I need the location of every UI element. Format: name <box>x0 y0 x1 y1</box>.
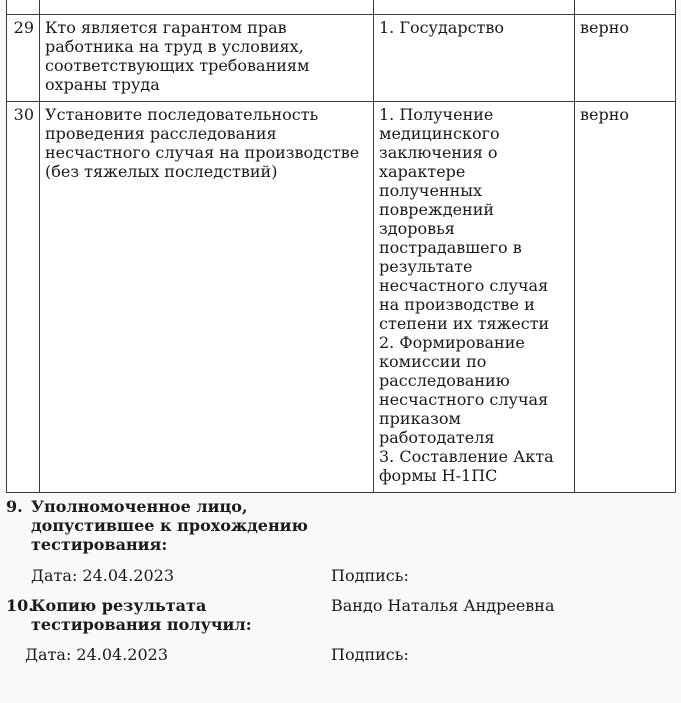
answer-text: 1. Получение медицинского заключения о характере полученных повреждений здоровья пострадавшего в результате несчастного случая на производстве и степени их тяжести 2. Формирование комиссии по расследованию несчастного случая приказом работодателя 3. Составление Акта формы Н-1ПС <box>374 102 575 493</box>
answer-text: 1. Государство <box>374 15 575 102</box>
table-row <box>7 102 676 493</box>
question-text: Установите последовательность проведения расследования несчастного случая на производстве (без тяжелых последствий) <box>40 102 374 493</box>
table-row <box>7 15 676 102</box>
recipient-name: Вандо Наталья Андреевна <box>331 596 555 615</box>
section-number: 10. <box>6 596 34 615</box>
section9-signature-label: Подпись: <box>331 566 409 585</box>
section-title: Копию результата тестирования получил: <box>31 596 252 634</box>
result-text: верно <box>575 102 676 493</box>
section10-date: Дата: 24.04.2023 <box>25 645 169 664</box>
question-number: 30 <box>7 102 40 493</box>
results-table <box>6 0 676 493</box>
table-row-previous-tail <box>7 0 676 15</box>
section-title: Уполномоченное лицо, допустившее к прохождению тестирования: <box>31 497 308 554</box>
section9-date: Дата: 24.04.2023 <box>31 566 175 585</box>
result-text: верно <box>575 15 676 102</box>
question-number: 29 <box>7 15 40 102</box>
section-number: 9. <box>6 497 23 516</box>
question-text: Кто является гарантом прав работника на труд в условиях, соответствующих требованиям охраны труда <box>40 15 374 102</box>
section10-signature-label: Подпись: <box>331 645 409 664</box>
